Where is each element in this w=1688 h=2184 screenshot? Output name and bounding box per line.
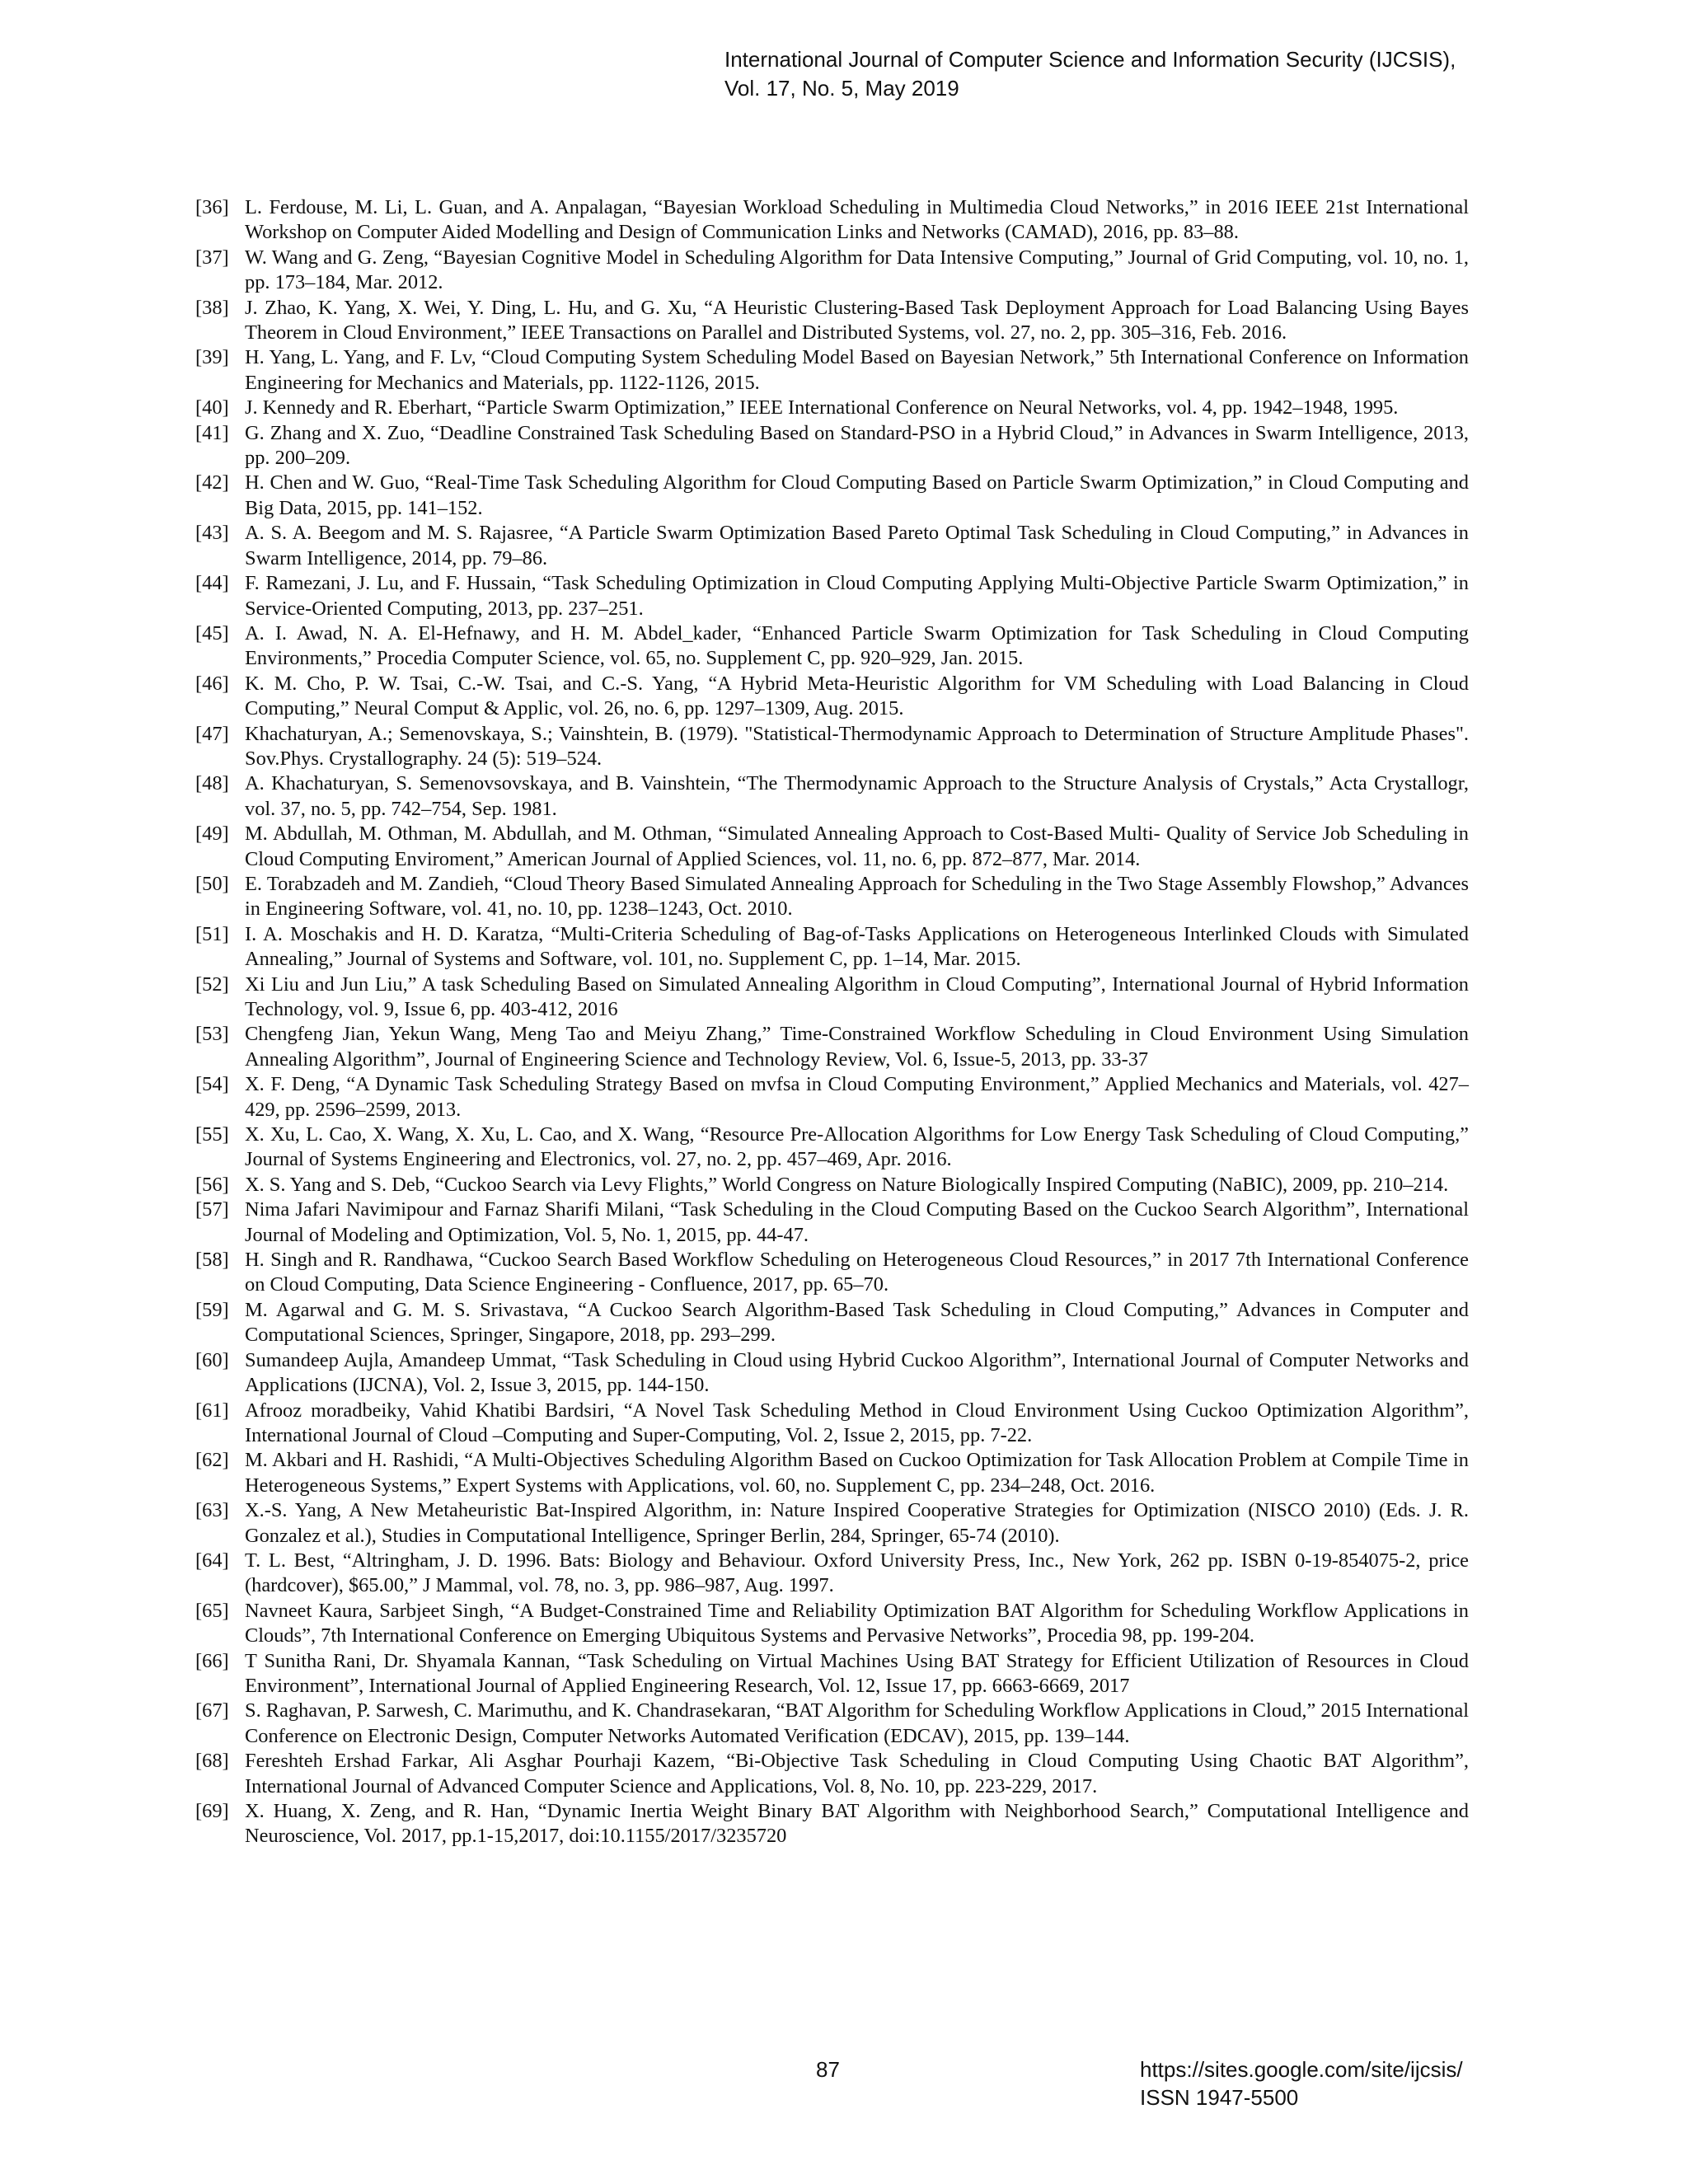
reference-number: [65]: [195, 1599, 229, 1622]
reference-item: [195, 1197, 1469, 1248]
issn-label: ISSN 1947-5500: [1140, 2085, 1299, 2110]
reference-text: M. Abdullah, M. Othman, M. Abdullah, and M. Othman, “Simulated Annealing Approach to Cost-Based Multi- Quality of Service Job Scheduling in Cloud Computing Enviroment,” American Journal of Applied Sciences, vol. 11, no. 6, pp. 872–877, Mar. 2014.: [245, 823, 1469, 870]
reference-item: [195, 1749, 1469, 1799]
reference-item: [195, 345, 1469, 396]
reference-number: [37]: [195, 246, 229, 269]
reference-text: L. Ferdouse, M. Li, L. Guan, and A. Anpalagan, “Bayesian Workload Scheduling in Multimedia Cloud Networks,” in 2016 IEEE 21st International Workshop on Computer Aided Modelling and Design of Communication Links and Networks (CAMAD), 2016, pp. 83–88.: [245, 196, 1469, 244]
reference-number: [41]: [195, 421, 229, 444]
reference-text: M. Agarwal and G. M. S. Srivastava, “A Cuckoo Search Algorithm-Based Task Scheduling in Cloud Computing,” Advances in Computer and Computational Sciences, Springer, Singapore, 2018, pp. 293–299.: [245, 1298, 1469, 1347]
reference-text: Xi Liu and Jun Liu,” A task Scheduling Based on Simulated Annealing Algorithm in Cloud Computing”, International Journal of Hybrid Information Technology, vol. 9, Issue 6, pp. 403-412, 2016: [245, 972, 1469, 1020]
reference-number: [63]: [195, 1499, 229, 1522]
reference-text: W. Wang and G. Zeng, “Bayesian Cognitive Model in Scheduling Algorithm for Data Intensive Computing,” Journal of Grid Computing, vol. 10, no. 1, pp. 173–184, Mar. 2012.: [245, 246, 1469, 294]
reference-text: T Sunitha Rani, Dr. Shyamala Kannan, “Task Scheduling on Virtual Machines Using BAT Strategy for Efficient Utilization of Resources in Cloud Environment”, International Journal of Applied Engineering Research, Vol. 12, Issue 17, pp. 6663-6669, 2017: [245, 1649, 1469, 1697]
reference-text: J. Kennedy and R. Eberhart, “Particle Swarm Optimization,” IEEE International Conference on Neural Networks, vol. 4, pp. 1942–1948, 1995.: [245, 396, 1399, 419]
reference-item: [195, 421, 1469, 471]
reference-number: [61]: [195, 1399, 229, 1422]
reference-text: Navneet Kaura, Sarbjeet Singh, “A Budget-Constrained Time and Reliability Optimization BAT Algorithm for Scheduling Workflow Applications in Clouds”, 7th International Conference on Emerging Ubiquitous Systems and Pervasive Networks”, Procedia 98, pp. 199-204.: [245, 1599, 1469, 1647]
reference-number: [56]: [195, 1173, 229, 1196]
reference-item: [195, 1649, 1469, 1699]
reference-number: [64]: [195, 1549, 229, 1572]
reference-text: M. Akbari and H. Rashidi, “A Multi-Objectives Scheduling Algorithm Based on Cuckoo Optimization for Task Allocation Problem at Compile Time in Heterogeneous Systems,” Expert Systems with Applications, vol. 60, no. Supplement C, pp. 234–248, Oct. 2016.: [245, 1449, 1469, 1497]
reference-text: S. Raghavan, P. Sarwesh, C. Marimuthu, and K. Chandrasekaran, “BAT Algorithm for Scheduling Workflow Applications in Cloud,” 2015 International Conference on Electronic Design, Computer Networks Automated Verification (EDCAV), 2015, pp. 139–144.: [245, 1699, 1469, 1747]
reference-text: T. L. Best, “Altringham, J. D. 1996. Bats: Biology and Behaviour. Oxford University Press, Inc., New York, 262 pp. ISBN 0-19-854075-2, price (hardcover), $65.00,” J Mammal, vol. 78, no. 3, pp. 986–987, Aug. 1997.: [245, 1549, 1469, 1597]
reference-item: [195, 396, 1469, 420]
reference-number: [38]: [195, 296, 229, 319]
reference-item: [195, 822, 1469, 872]
reference-item: [195, 521, 1469, 571]
reference-number: [58]: [195, 1249, 229, 1272]
journal-issue-line: Vol. 17, No. 5, May 2019: [724, 76, 959, 101]
reference-number: [44]: [195, 572, 229, 595]
reference-item: [195, 1549, 1469, 1599]
reference-number: [69]: [195, 1800, 229, 1822]
reference-text: E. Torabzadeh and M. Zandieh, “Cloud Theory Based Simulated Annealing Approach for Scheduling in the Two Stage Assembly Flowshop,” Advances in Engineering Software, vol. 41, no. 10, pp. 1238–1243, Oct. 2010.: [245, 872, 1469, 921]
reference-item: [195, 471, 1469, 521]
reference-text: Chengfeng Jian, Yekun Wang, Meng Tao and Meiyu Zhang,” Time-Constrained Workflow Scheduling in Cloud Environment Using Simulation Annealing Algorithm”, Journal of Engineering Science and Technology Review, Vol. 6, Issue-5, 2013, pp. 33-37: [245, 1023, 1469, 1071]
reference-item: [195, 972, 1469, 1023]
reference-text: A. Khachaturyan, S. Semenovsovskaya, and B. Vainshtein, “The Thermodynamic Approach to the Structure Analysis of Crystals,” Acta Crystallogr, vol. 37, no. 5, pp. 742–754, Sep. 1981.: [245, 772, 1469, 820]
reference-text: X.-S. Yang, A New Metaheuristic Bat-Inspired Algorithm, in: Nature Inspired Cooperative Strategies for Optimization (NISCO 2010) (Eds. J. R. Gonzalez et al.), Studies in Computational Intelligence, Springer Berlin, 284, Springer, 65-74 (2010).: [245, 1499, 1469, 1547]
reference-number: [54]: [195, 1073, 229, 1096]
reference-item: [195, 571, 1469, 621]
journal-title-line: International Journal of Computer Science and Information Security (IJCSIS),: [724, 47, 1456, 72]
page-number: 87: [816, 2057, 840, 2082]
journal-header: [724, 45, 1648, 103]
reference-text: A. S. A. Beegom and M. S. Rajasree, “A Particle Swarm Optimization Based Pareto Optimal Task Scheduling in Cloud Computing,” in Advances in Swarm Intelligence, 2014, pp. 79–86.: [245, 522, 1469, 569]
footer-info: [1140, 2055, 1463, 2111]
reference-text: X. Xu, L. Cao, X. Wang, X. Xu, L. Cao, and X. Wang, “Resource Pre-Allocation Algorithms for Low Energy Task Scheduling of Cloud Computing,” Journal of Systems Engineering and Electronics, vol. 27, no. 2, pp. 457–469, Apr. 2016.: [245, 1123, 1469, 1171]
reference-text: A. I. Awad, N. A. El-Hefnawy, and H. M. Abdel_kader, “Enhanced Particle Swarm Optimization for Task Scheduling in Cloud Computing Environments,” Procedia Computer Science, vol. 65, no. Supplement C, pp. 920–929, Jan. 2015.: [245, 621, 1469, 670]
reference-item: [195, 1173, 1469, 1197]
reference-number: [47]: [195, 722, 229, 745]
reference-item: [195, 1599, 1469, 1649]
reference-number: [62]: [195, 1449, 229, 1472]
reference-number: [48]: [195, 772, 229, 795]
reference-number: [59]: [195, 1298, 229, 1321]
reference-item: [195, 722, 1469, 772]
reference-item: [195, 1498, 1469, 1549]
reference-number: [55]: [195, 1123, 229, 1146]
reference-text: K. M. Cho, P. W. Tsai, C.-W. Tsai, and C.-S. Yang, “A Hybrid Meta-Heuristic Algorithm for VM Scheduling with Load Balancing in Cloud Computing,” Neural Comput & Applic, vol. 26, no. 6, pp. 1297–1309, Aug. 2015.: [245, 672, 1469, 720]
reference-number: [49]: [195, 823, 229, 846]
reference-text: H. Yang, L. Yang, and F. Lv, “Cloud Computing System Scheduling Model Based on Bayesian Network,” 5th International Conference on Information Engineering for Mechanics and Materials, pp. 1122-1126, 2015.: [245, 346, 1469, 394]
reference-number: [42]: [195, 471, 229, 494]
reference-text: Khachaturyan, A.; Semenovskaya, S.; Vainshtein, B. (1979). "Statistical-Thermodynamic Approach to Determination of Structure Amplitude Phases". Sov.Phys. Crystallography. 24 (5): 519–524.: [245, 722, 1469, 770]
reference-number: [52]: [195, 972, 229, 996]
reference-item: [195, 1399, 1469, 1449]
reference-item: [195, 1699, 1469, 1749]
reference-number: [60]: [195, 1348, 229, 1371]
reference-item: [195, 1799, 1469, 1849]
reference-number: [50]: [195, 872, 229, 895]
reference-text: H. Singh and R. Randhawa, “Cuckoo Search Based Workflow Scheduling on Heterogeneous Cloud Resources,” in 2017 7th International Conference on Cloud Computing, Data Science Engineering - Confluence, 2017, pp. 65–70.: [245, 1249, 1469, 1296]
reference-item: [195, 872, 1469, 922]
reference-text: Fereshteh Ershad Farkar, Ali Asghar Pourhaji Kazem, “Bi-Objective Task Scheduling in Cloud Computing Using Chaotic BAT Algorithm”, International Journal of Advanced Computer Science and Applications, Vol. 8, No. 10, pp. 223-229, 2017.: [245, 1750, 1469, 1797]
reference-number: [39]: [195, 346, 229, 369]
reference-number: [40]: [195, 396, 229, 419]
reference-item: [195, 246, 1469, 296]
reference-item: [195, 771, 1469, 822]
reference-text: H. Chen and W. Guo, “Real-Time Task Scheduling Algorithm for Cloud Computing Based on Particle Swarm Optimization,” in Cloud Computing and Big Data, 2015, pp. 141–152.: [245, 471, 1469, 519]
reference-text: Afrooz moradbeiky, Vahid Khatibi Bardsiri, “A Novel Task Scheduling Method in Cloud Environment Using Cuckoo Optimization Algorithm”, International Journal of Cloud –Computing and Super-Computing, Vol. 2, Issue 2, 2015, pp. 7-22.: [245, 1399, 1469, 1446]
reference-number: [46]: [195, 672, 229, 695]
reference-item: [195, 1022, 1469, 1072]
reference-item: [195, 1298, 1469, 1348]
reference-item: [195, 1448, 1469, 1498]
reference-number: [43]: [195, 522, 229, 545]
reference-number: [45]: [195, 621, 229, 644]
reference-text: Nima Jafari Navimipour and Farnaz Sharifi Milani, “Task Scheduling in the Cloud Computing Based on the Cuckoo Search Algorithm”, International Journal of Modeling and Optimization, Vol. 5, No. 1, 2015, pp. 44-47.: [245, 1198, 1469, 1246]
reference-item: [195, 922, 1469, 972]
reference-item: [195, 1348, 1469, 1399]
reference-list: [195, 195, 1469, 1849]
reference-number: [68]: [195, 1750, 229, 1773]
reference-text: J. Zhao, K. Yang, X. Wei, Y. Ding, L. Hu, and G. Xu, “A Heuristic Clustering-Based Task Deployment Approach for Load Balancing Using Bayes Theorem in Cloud Environment,” IEEE Transactions on Parallel and Distributed Systems, vol. 27, no. 2, pp. 305–316, Feb. 2016.: [245, 296, 1469, 344]
reference-number: [36]: [195, 196, 229, 218]
reference-number: [51]: [195, 922, 229, 945]
reference-item: [195, 1072, 1469, 1122]
reference-text: F. Ramezani, J. Lu, and F. Hussain, “Task Scheduling Optimization in Cloud Computing Applying Multi-Objective Particle Swarm Optimization,” in Service-Oriented Computing, 2013, pp. 237–251.: [245, 572, 1469, 620]
reference-item: [195, 1122, 1469, 1173]
reference-item: [195, 1248, 1469, 1298]
journal-url: https://sites.google.com/site/ijcsis/: [1140, 2057, 1463, 2082]
reference-item: [195, 621, 1469, 672]
reference-number: [66]: [195, 1649, 229, 1672]
reference-text: Sumandeep Aujla, Amandeep Ummat, “Task Scheduling in Cloud using Hybrid Cuckoo Algorithm”, International Journal of Computer Networks and Applications (IJCNA), Vol. 2, Issue 3, 2015, pp. 144-150.: [245, 1348, 1469, 1397]
reference-text: X. S. Yang and S. Deb, “Cuckoo Search via Levy Flights,” World Congress on Nature Biologically Inspired Computing (NaBIC), 2009, pp. 210–214.: [245, 1173, 1449, 1196]
reference-text: X. Huang, X. Zeng, and R. Han, “Dynamic Inertia Weight Binary BAT Algorithm with Neighborhood Search,” Computational Intelligence and Neuroscience, Vol. 2017, pp.1-15,2017, doi:10.1155/2017/3235720: [245, 1800, 1469, 1848]
reference-number: [57]: [195, 1198, 229, 1221]
reference-number: [67]: [195, 1699, 229, 1722]
reference-text: G. Zhang and X. Zuo, “Deadline Constrained Task Scheduling Based on Standard-PSO in a Hybrid Cloud,” in Advances in Swarm Intelligence, 2013, pp. 200–209.: [245, 421, 1469, 470]
reference-number: [53]: [195, 1023, 229, 1046]
reference-text: I. A. Moschakis and H. D. Karatza, “Multi-Criteria Scheduling of Bag-of-Tasks Applications on Heterogeneous Interlinked Clouds with Simulated Annealing,” Journal of Systems and Software, vol. 101, no. Supplement C, pp. 1–14, Mar. 2015.: [245, 922, 1469, 971]
reference-item: [195, 296, 1469, 346]
reference-item: [195, 672, 1469, 722]
reference-text: X. F. Deng, “A Dynamic Task Scheduling Strategy Based on mvfsa in Cloud Computing Environment,” Applied Mechanics and Materials, vol. 427–429, pp. 2596–2599, 2013.: [245, 1073, 1469, 1121]
reference-item: [195, 195, 1469, 246]
